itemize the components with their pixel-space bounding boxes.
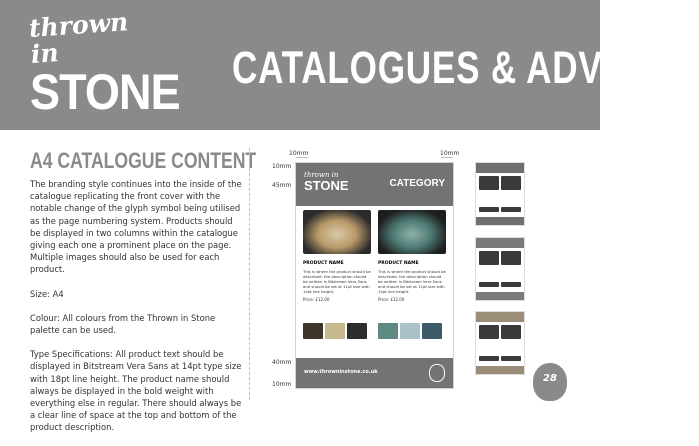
paragraph-size: Size: A4 [30,288,64,299]
variant-image [479,251,499,265]
variant-footer [476,292,524,300]
product-description: This is where the product should be described. the description should be written in Bitstream Vera Sans and should be set at 11pt size with 14pt line height. [303,269,371,294]
variant-images [476,322,524,342]
product-name: PRODUCT NAME [378,261,419,266]
thumbnail-image [347,323,367,339]
paragraph-type-spec: Type Specifications: All product text should be displayed in Bitstream Vera Sans at 14pt type size with 18pt line height. The product name should always be displayed in the bold weight with everything else in regular. There should always be a clear line of space at the top and bottom of the product description. [30,349,242,433]
dim-footer-height: 40mm [272,359,292,366]
catalogue-variant-thumbnail [476,238,524,300]
mockup-logo [304,172,349,192]
page-title: CATALOGUES & ADVERTS [232,42,699,93]
variant-thumbs [476,268,524,290]
page-number-glyph-icon [533,363,567,401]
variant-image [501,282,521,287]
variant-image [501,176,521,190]
variant-image [479,176,499,190]
variant-images [476,173,524,193]
variant-image [479,325,499,339]
logo-main-text: STONE [30,64,180,120]
product-column-left [303,210,371,302]
thumbnail-image [378,323,398,339]
mockup-category: CATEGORY [389,178,445,189]
mockup-header [296,163,453,206]
dim-left-margin: 10mm [289,150,309,157]
section-title: A4 CATALOGUE CONTENT [30,148,257,173]
variant-thumbs [476,342,524,364]
brand-logo [28,7,180,120]
page-number: 28 [543,373,557,384]
variant-image [479,356,499,361]
mockup-logo-main: STONE [304,178,349,193]
variant-image [479,207,499,212]
product-price: Price: £12.00 [378,297,405,302]
thumbnail-image [422,323,442,339]
section-body [30,178,242,446]
variant-thumbs [476,193,524,215]
catalogue-variant-thumbnail [476,312,524,374]
variant-header [476,312,524,322]
variant-footer [476,366,524,374]
variant-image [501,251,521,265]
paragraph-colour: Colour: All colours from the Thrown in Stone palette can be used. [30,312,216,336]
dim-bottom-margin: 10mm [272,381,292,388]
logo-script-text: thrown in [28,7,130,69]
product-image [378,210,446,254]
variant-image [501,356,521,361]
variant-footer [476,217,524,225]
thumbnail-image [325,323,345,339]
variant-image [479,282,499,287]
dim-top-margin: 10mm [272,163,292,170]
product-column-right [378,210,446,302]
product-thumbnails-left [303,323,371,343]
header-banner [0,0,699,130]
dim-line-right [441,157,453,158]
variant-image [501,325,521,339]
vertical-divider [249,148,250,400]
mockup-footer [296,358,453,388]
page-glyph-icon [429,364,445,382]
catalogue-page-mockup [296,163,453,388]
mockup-url: www.throwninstone.co.uk [304,369,378,375]
catalogue-variant-thumbnail [476,163,524,225]
thumbnail-image [400,323,420,339]
product-image [303,210,371,254]
thumbnail-image [303,323,323,339]
dim-line-left [296,157,308,158]
dim-header-height: 45mm [272,182,292,189]
dim-right-margin: 10mm [440,150,460,157]
variant-images [476,248,524,268]
paragraph-intro: The branding style continues into the inside of the catalogue replicating the front cover with the notable change of the glyph symbol being utilised as the page numbering system. Products should be displayed in two columns within the catalogue giving each one a prominent place on the page. Multiple images should also be used for each product. [30,179,242,275]
variant-image [501,207,521,212]
product-description: This is where the product should be described. the description should be written in Bitstream Vera Sans and should be set at 11pt size with 14pt line height. [378,269,446,294]
product-name: PRODUCT NAME [303,261,344,266]
product-thumbnails-right [378,323,446,343]
variant-header [476,163,524,173]
variant-header [476,238,524,248]
product-price: Price: £12.00 [303,297,330,302]
mockup-logo-script: thrown in [304,171,339,179]
